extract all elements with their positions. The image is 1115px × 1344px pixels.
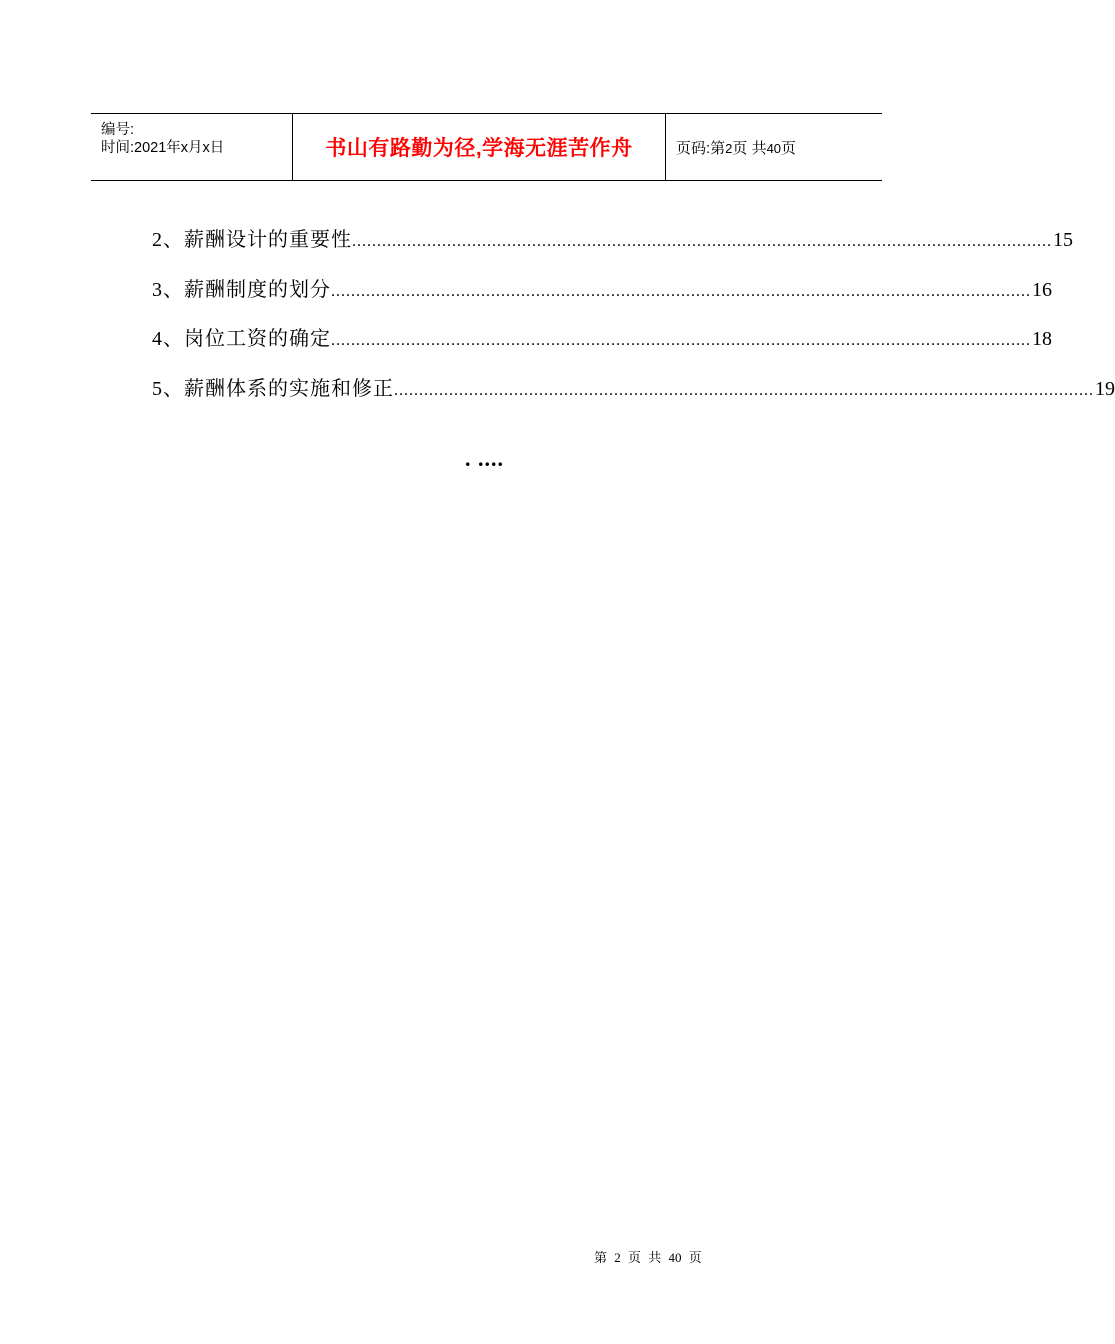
toc-item[interactable] xyxy=(152,372,1115,422)
toc-leader-dots: ............................................................................................................................................ xyxy=(394,381,1094,399)
page-suffix: 页 xyxy=(781,139,797,157)
toc-leader-dots: ............................................................................................................................................ xyxy=(331,282,1031,300)
header-motto: 书山有路勤为径,学海无涯苦作舟 xyxy=(325,137,633,160)
page-footer: 第 2 页 共 40 页 xyxy=(594,1250,702,1265)
table-of-contents xyxy=(152,223,1115,421)
document-number-label: 编号: xyxy=(101,122,135,138)
toc-item-label: 5、薪酬体系的实施和修正 xyxy=(152,377,394,400)
toc-item[interactable] xyxy=(152,273,1052,323)
toc-item-page: 15 xyxy=(1053,229,1073,251)
header-page-info xyxy=(676,137,796,158)
header-meta-cell xyxy=(91,114,293,180)
toc-item-label: 2、薪酬设计的重要性 xyxy=(152,229,352,251)
page-current: 2 xyxy=(725,140,733,156)
toc-leader-dots: ............................................................................................................................................ xyxy=(331,332,1031,349)
page-header xyxy=(91,113,882,181)
page-prefix: 页码:第 xyxy=(676,139,726,157)
toc-item-label: 4、岗位工资的确定 xyxy=(152,328,331,350)
toc-item[interactable] xyxy=(152,322,1052,372)
toc-item-label: 3、薪酬制度的划分 xyxy=(152,278,331,301)
toc-item-page: 19 xyxy=(1095,377,1115,400)
toc-item-page: 18 xyxy=(1032,328,1052,350)
content-ellipsis: . .... xyxy=(465,446,504,471)
page-mid: 页 共 xyxy=(732,139,767,157)
toc-item[interactable] xyxy=(152,223,1073,273)
document-time-label: 时间:2021年x月x日 xyxy=(101,140,225,156)
toc-item-page: 16 xyxy=(1032,278,1052,301)
page-total: 40 xyxy=(766,140,782,156)
header-page-cell xyxy=(666,114,882,180)
toc-leader-dots: ............................................................................................................................................ xyxy=(352,233,1052,250)
header-motto-cell xyxy=(293,114,666,180)
